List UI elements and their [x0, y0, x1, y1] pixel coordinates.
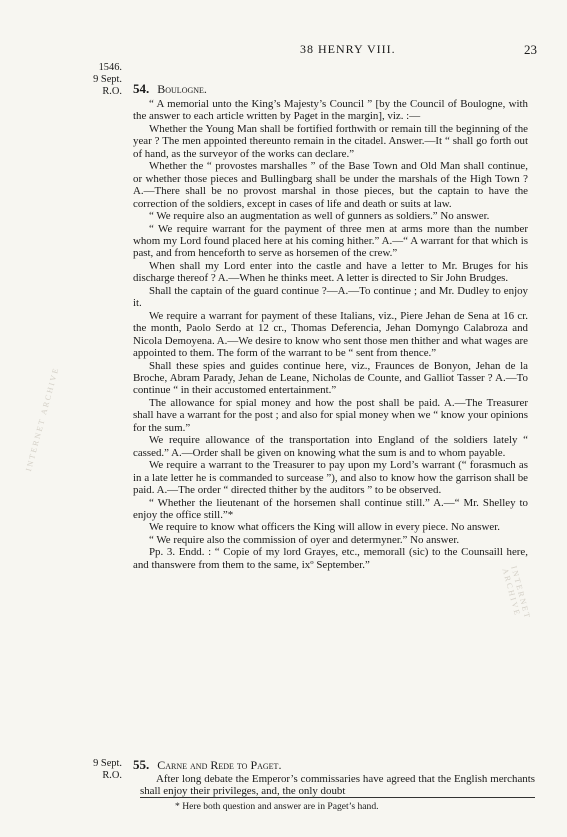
margin-year: 1546. [98, 62, 122, 73]
paragraph: We require a warrant for payment of these Italians, viz., Piere Jehan de Sena at 16 cr. the month, Paolo Serdo at 12 cr., Thomas Deferencia, Jehan Domyngo Calabroza and Nicola Demoyena. A.—We desire to know who sent those men thither and what wages are appointed to them. The form of the warrant to be “ sent from thence.” [133, 309, 528, 360]
watermark-stamp: INTERNET ARCHIVE [500, 565, 533, 621]
paragraph: After long debate the Emperor’s commissaries have agreed that the English merchants shall enjoy their privileges, and, the only doubt [140, 773, 535, 798]
entry-title: Boulogne. [157, 82, 207, 96]
paragraph: We require allowance of the transportation into England of the soldiers lately “ cassed.” A.—Order shall be given on knowing what the sum is and to whom payable. [133, 434, 528, 459]
paragraph: The allowance for spial money and how the post shall be paid. A.—The Treasurer shall have a warrant for the post ; and also for spial money when we “ know your opinions for the sum.” [133, 396, 528, 434]
margin-date: 9 Sept. [93, 758, 122, 769]
paragraph: “ We require also an augmentation as well of gunners as soldiers.” No answer. [149, 210, 490, 223]
margin-ref: R.O. [102, 86, 122, 97]
paragraph: Shall the captain of the guard continue ?—A.—To continue ; and Mr. Dudley to enjoy it. [133, 284, 528, 310]
margin-ref: R.O. [102, 770, 122, 781]
margin-date: 9 Sept. [93, 74, 122, 85]
paragraph: “ Whether the lieutenant of the horsemen shall continue still.” A.—“ Mr. Shelley to enjoy the office still.”* [133, 496, 528, 521]
paragraph: “ We require warrant for the payment of three men at arms more than the number whom my Lord found placed here at his coming hither.” A.—“ A warrant for that which is past, and from henceforth to serve as horsemen of the crew.” [133, 222, 528, 260]
paragraph: We require a warrant to the Treasurer to pay upon my Lord’s warrant (“ forasmuch as in a late letter he is commanded to surcease ”), and also to know how the garrison shall be paid. A.—The order “ directed thither by the auditors ” to be observed. [133, 459, 528, 497]
entry-heading [133, 82, 207, 96]
running-head: 38 HENRY VIII. [300, 42, 396, 56]
watermark-stamp: INTERNET ARCHIVE [24, 365, 61, 473]
paragraph: Pp. 3. Endd. : “ Copie of my lord Grayes, etc., memorall (sic) to the Counsaill here, and thanswere from them to the same, ixº September.” [133, 546, 528, 571]
entry-number: 54. [133, 81, 150, 96]
paragraph: Whether the Young Man shall be fortified forthwith or remain till the beginning of the year ? The men appointed thereunto remain in the citadel. Answer.—It “ shall go forth out of hand, as the surveyor of the works can declare.” [133, 122, 528, 160]
paragraph: When shall my Lord enter into the castle and have a letter to Mr. Bruges for his discharge thereof ? A.—When he thinks meet. A letter is directed to Sir John Brudges. [133, 259, 528, 285]
footnote-divider [140, 797, 535, 798]
page-number: 23 [524, 42, 537, 57]
entry-title: Carne and Rede to Paget. [157, 758, 282, 772]
paragraph: We require to know what officers the King will allow in every piece. No answer. [149, 521, 500, 534]
paragraph: Whether the “ provostes marshalles ” of the Base Town and Old Man shall continue, or whether those pieces and Bullingbarg shall be under the marshals of the High Town ? A.—There shall be no provost marshal in those pieces, but the captain to have the correction of the soldiers, except in cases of life and death or suits at law. [133, 160, 528, 210]
entry-heading [133, 758, 281, 772]
entry-body [133, 98, 528, 571]
entry-number: 55. [133, 757, 150, 772]
paragraph: “ We require also the commission of oyer and determyner.” No answer. [149, 533, 460, 546]
paragraph: “ A memorial unto the King’s Majesty’s Council ” [by the Council of Boulogne, with the answer to each article written by Paget in the margin], viz. :— [133, 98, 528, 123]
entry-body [140, 773, 535, 798]
footnote: * Here both question and answer are in Paget’s hand. [175, 801, 379, 812]
paragraph: Shall these spies and guides continue here, viz., Fraunces de Bonyon, Jehan de la Broche, Abram Parady, Jehan de Leane, Nicholas de Counte, and Galliot Tasser ? A.—To continue “ in their accustomed entertainment.” [133, 359, 528, 397]
